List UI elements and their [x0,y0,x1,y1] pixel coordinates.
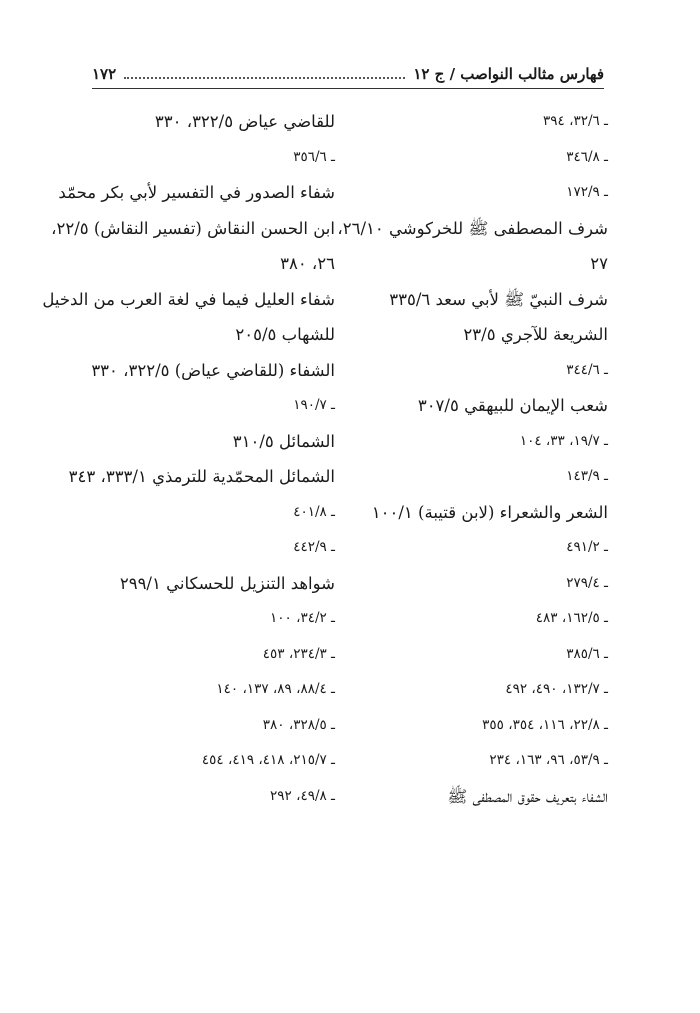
index-entry-continuation: ٢٦، ٣٨٠ [280,254,335,273]
index-subentry: ـ ١٤٣/٩ [566,468,608,484]
index-subentry: ـ ٤٠١/٨ [293,503,335,520]
header-leader-dots [124,77,405,79]
index-subentry: ـ ١٣٢/٧، ٤٩٠، ٤٩٢ [505,681,608,697]
index-subentry: ـ ٢١٥/٧، ٤١٨، ٤١٩، ٤٥٤ [201,752,335,768]
index-column-right [337,104,608,814]
index-subentry: ـ ٣٥٦/٦ [293,148,335,165]
running-title: فهارس مثالب النواصب / ج ١٢ [413,65,604,83]
index-subentry: ـ ٣٤/٢، ١٠٠ [270,610,335,626]
index-entry: شرف المصطفى ﷺ للخركوشي ٢٦/١٠، [337,218,608,238]
index-subentry: ـ ١٧٢/٩ [566,184,608,200]
index-entry: الشمائل ٣١٠/٥ [232,431,335,451]
index-entry: شعب الإيمان للبيهقي ٣٠٧/٥ [417,396,608,415]
index-entry: شواهد التنزيل للحسكاني ٢٩٩/١ [119,573,335,593]
index-entry: الشفاء (للقاضي عياض) ٣٢٢/٥، ٣٣٠ [91,360,335,380]
index-subentry: ـ ٣٤٤/٦ [566,361,608,378]
index-entry: الشمائل المحمّدية للترمذي ٣٣٣/١، ٣٤٣ [68,467,335,486]
index-subentry: ـ ٣٨٥/٦ [566,645,608,662]
index-subentry: ـ ٤٤٢/٩ [293,539,335,555]
index-subentry: ـ ١٩/٧، ٣٣، ١٠٤ [519,432,608,449]
index-entry: شرف النبيّ ﷺ لأبي سعد ٣٣٥/٦ [389,289,608,309]
header-rule [92,88,604,89]
index-subentry: ـ ٤٩١/٢ [566,539,608,555]
index-entry: للقاضي عياض ٣٢٢/٥، ٣٣٠ [154,112,335,131]
page-header [92,60,604,88]
index-entry: الشريعة للآجري ٢٣/٥ [463,325,608,344]
index-entry: الشفاء بتعريف حقوق المصطفى ﷺ [447,786,608,806]
index-subentry: ـ ٢٧٩/٤ [566,574,608,591]
index-subentry: ـ ٣٢٨/٥، ٣٨٠ [262,716,335,733]
index-subentry: ـ ١٩٠/٧ [293,397,335,413]
index-subentry: ـ ٣٢/٦، ٣٩٤ [543,113,608,129]
index-subentry: ـ ١٦٢/٥، ٤٨٣ [535,610,608,626]
index-entry-continuation: ٢٧ [590,254,608,273]
index-subentry: ـ ٣٤٦/٨ [566,148,608,165]
index-entry: ابن الحسن النقاش (تفسير النقاش) ٢٢/٥، [51,218,335,238]
index-entry: للشهاب ٢٠٥/٥ [235,325,335,344]
index-entry: الشعر والشعراء (لابن قتيبة) ١٠٠/١ [371,502,608,522]
index-subentry: ـ ٨٨/٤، ٨٩، ١٣٧، ١٤٠ [216,681,335,697]
page-number: ١٧٢ [92,65,117,83]
index-subentry: ـ ٤٩/٨، ٢٩٢ [270,787,335,804]
index-subentry: ـ ٢٣٤/٣، ٤٥٣ [262,645,335,662]
index-subentry: ـ ٥٣/٩، ٩٦، ١٦٣، ٢٣٤ [489,752,608,768]
index-subentry: ـ ٢٢/٨، ١١٦، ٣٥٤، ٣٥٥ [482,716,608,733]
index-entry: شفاء العليل فيما في لغة العرب من الدخيل [42,289,335,309]
index-entry: شفاء الصدور في التفسير لأبي بكر محمّد [58,183,335,202]
index-column-left [42,104,335,814]
